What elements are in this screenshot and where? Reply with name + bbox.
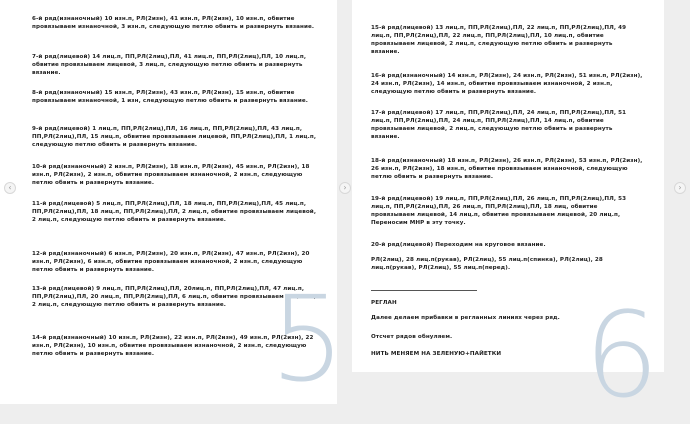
left-page [0, 0, 346, 408]
section-divider [371, 290, 477, 291]
chevron-left-icon[interactable]: ‹ [4, 182, 16, 194]
right-paragraph: Отсчет рядов обнуляем. [371, 334, 453, 340]
right-paragraph: 16-й ряд(изнаночный) 14 изн.п, РЛ(2изн), 24 изн.п, РЛ(2изн), 51 изн.п, РЛ(2изн), 24 изн.п, РЛ(2изн), 14 изн.п, обвитие провязываем изнаночной, 2 изн.п, следующую петлю обвить и развернуть вязание. [371, 73, 643, 96]
chevron-right-icon[interactable]: › [674, 182, 686, 194]
left-paragraph: 13-й ряд(лицевой) 9 лиц.п, ПП,РЛ(2лиц),ПЛ, 20лиц.п, ПП,РЛ(2лиц),ПЛ, 47 лиц.п, ПП,РЛ(2лиц),ПЛ, 20 лиц.п, ПП,РЛ(2лиц),ПЛ, 6 лиц.п, обвитие провязываем лицевой, 2 лиц.п, следующую петлю обвить и развернуть вязание. [32, 286, 317, 309]
right-paragraph: 19-й ряд(лицевой) 19 лиц.п, ПП,РЛ(2лиц),ПЛ, 26 лиц.п, ПП,РЛ(2лиц),ПЛ, 53 лиц.п, ПП,РЛ(2лиц),ПЛ, 26 лиц.п, ПП,РЛ(2лиц),ПЛ, 18 лиц, обвитие провязываем лицевой, 14 лиц.п, обвитие провязываем лицевой, 20 лиц.п, Переносим МНР в эту точку. [371, 196, 627, 227]
left-paragraph: 9-й ряд(лицевой) 1 лиц.п, ПП,РЛ(2лиц),ПЛ, 16 лиц.п, ПП,РЛ(2лиц),ПЛ, 43 лиц.п, ПП,РЛ(2лиц),ПЛ, 15 лиц.п, обвитие провязываем лицевой, ПП,РЛ(2лиц),ПЛ, 1 лиц.п, следующую петлю обвить и развернуть вязание. [32, 126, 317, 149]
right-paragraph: 15-й ряд(лицевой) 13 лиц.п, ПП,РЛ(2лиц),ПЛ, 22 лиц.п, ПП,РЛ(2лиц),ПЛ, 49 лиц.п, ПП,РЛ(2лиц),ПЛ, 22 лиц.п, ПП,РЛ(2лиц),ПЛ, 10 лиц.п, обвитие провязываем лицевой, 2 лиц.п, следующую петлю обвить и развернуть вязание. [371, 25, 627, 56]
left-paragraph: 10-й ряд(изнаночный) 2 изн.п, РЛ(2изн), 18 изн.п, РЛ(2изн), 45 изн.п, РЛ(2изн), 18 изн.п, РЛ(2изн), 2 изн.п, обвитие провязываем изнаночной, 2 изн.п, следующую петлю обвить и развернуть вязание. [32, 164, 310, 187]
page-number: 6 [584, 286, 660, 424]
right-paragraph: 18-й ряд(изнаночный) 18 изн.п, РЛ(2изн), 26 изн.п, РЛ(2изн), 53 изн.п, РЛ(2изн), 26 изн.п, РЛ(2изн), 18 изн.п, обвитие провязываем изнаночной, следующую петлю обвить и развернуть вязание. [371, 158, 643, 181]
left-paragraph: 11-й ряд(лицевой) 5 лиц.п, ПП,РЛ(2лиц),ПЛ, 18 лиц.п, ПП,РЛ(2лиц),ПЛ, 45 лиц.п, ПП,РЛ(2лиц),ПЛ, 18 лиц.п, ПП,РЛ(2лиц),ПЛ, 2 лиц.п, обвитие провязываем лицевой, 2 лиц.п, следующую петлю обвить и развернуть вязание. [32, 201, 317, 224]
left-paragraph: 7-й ряд(лицевой) 14 лиц.п, ПП,РЛ(2лиц),ПЛ, 41 лиц.п, ПП,РЛ(2лиц),ПЛ, 10 лиц.п, обвитие провязываем лицевой, 3 лиц.п, следующую петлю обвить и развернуть вязание. [32, 54, 307, 77]
right-paragraph: РЛ(2лиц), 28 лиц.п(рукав), РЛ(2лиц), 55 лиц.п(спинка), РЛ(2лиц), 28 лиц.п(рукав), РЛ(2лиц), 55 лиц.п(перед). [371, 257, 603, 272]
right-page [352, 0, 664, 424]
right-paragraph: Далее делаем прибавки в реглaнных линиях через ряд. [371, 315, 560, 321]
left-paragraph: 8-й ряд(изнаночный) 15 изн.п, РЛ(2изн), 43 изн.п, РЛ(2изн), 15 изн.п, обвитие провязываем изнаночной, 1 изн, следующую петлю обвить и развернуть вязание. [32, 90, 308, 105]
chevron-right-icon[interactable]: › [339, 182, 351, 194]
right-paragraph: 17-й ряд(лицевой) 17 лиц.п, ПП,РЛ(2лиц),ПЛ, 24 лиц.п, ПП,РЛ(2лиц),ПЛ, 51 лиц.п, ПП,РЛ(2лиц),ПЛ, 24 лиц.п, ПП,РЛ(2лиц),ПЛ, 14 лиц.п, обвитие провязываем лицевой, 2 лиц.п, следующую петлю обвить и развернуть вязание. [371, 110, 627, 141]
right-paragraph: НИТЬ МЕНЯЕМ НА ЗЕЛЕНУЮ+ПАЙЕТКИ [371, 351, 502, 357]
page-number: 5 [270, 270, 346, 408]
left-paragraph: 6-й ряд(изнаночный) 10 изн.п, РЛ(2изн), 41 изн.п, РЛ(2изн), 10 изн.п, обвитие провязываем изнаночной, 3 изн.п, следующую петлю обвить и развернуть вязание. [32, 16, 315, 31]
left-paragraph: 12-й ряд(изнаночный) 6 изн.п, РЛ(2изн), 20 изн.п, РЛ(2изн), 47 изн.п, РЛ(2изн), 20 изн.п, РЛ(2изн), 6 изн.п, обвитие провязываем изнаночной, 2 изн.п, следующую петлю обвить и развернуть вязание. [32, 251, 310, 274]
left-paragraph: 14-й ряд(изнаночный) 10 изн.п, РЛ(2изн), 22 изн.п, РЛ(2изн), 49 изн.п, РЛ(2изн), 22 изн.п, РЛ(2изн), 10 изн.п, обвитие провязываем изнаночной, 2 изн.п, следующую петлю обвить и развернуть вязание. [32, 335, 314, 358]
section-title: РЕГЛАН [371, 300, 397, 306]
right-paragraph: 20-й ряд(лицевой) Переходим на круговое вязание. [371, 242, 546, 248]
